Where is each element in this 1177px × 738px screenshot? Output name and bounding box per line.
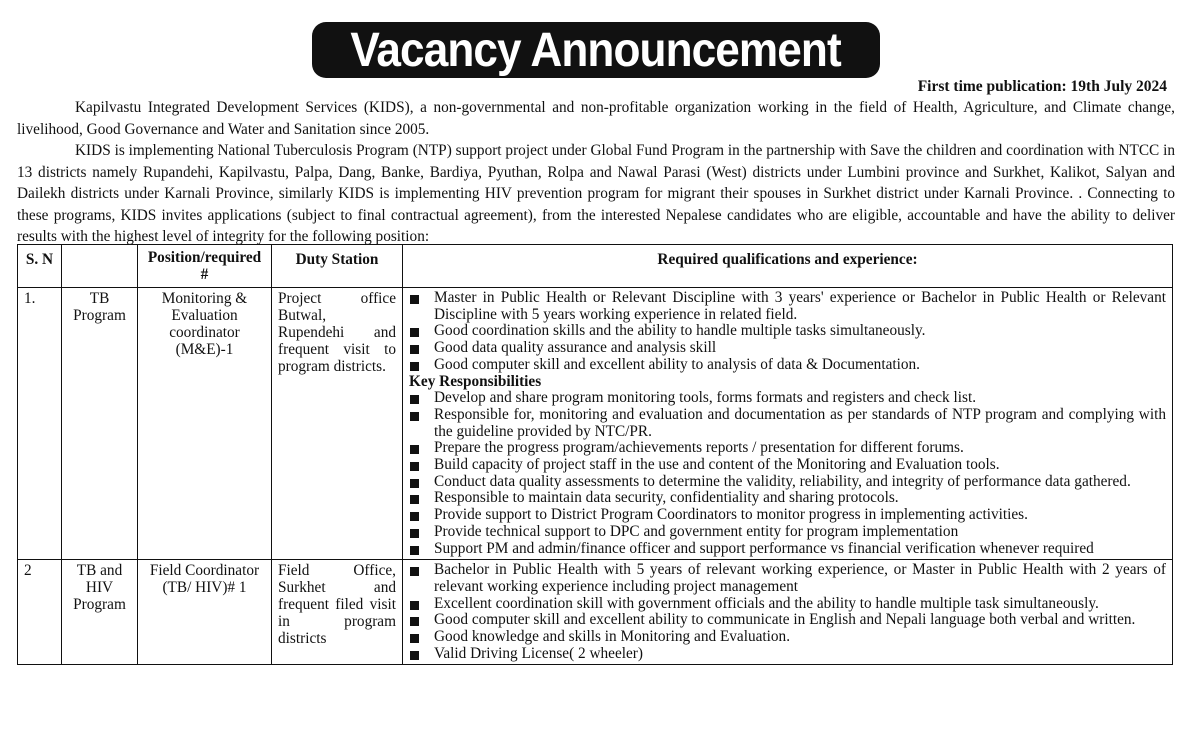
list-item: Conduct data quality assessments to determine the validity, reliability, and integrity of performance data gathered. (409, 474, 1166, 491)
list-item: Good data quality assurance and analysis skill (409, 340, 1166, 357)
intro-paragraph-2: KIDS is implementing National Tuberculosis Program (NTP) support project under Global Fund Program in the partnership with Save the children and coordination with NTCC in 13 districts namely Rupandehi, Kapilvastu, Palpa, Dang, Banke, Bardiya, Pyuthan, Rolpa and Nawal Parasi (West) districts under Lumbini province and Surkhet, Kalikot, Salyan and Dailekh districts under Karnali Province, similarly KIDS is implementing HIV prevention program for migrant their spouses in Surkhet district under Karnali Province. . Connecting to these programs, KIDS invites applications (subject to final contractual agreement), from the interested Nepalese candidates who are eligible, accountable and have the ability to deliver results with the highest level of integrity for the following position: (17, 142, 1175, 245)
vacancy-table (17, 244, 1173, 665)
row-duty-station: Project office Butwal, Rupendehi and frequent visit to program districts. (272, 288, 403, 560)
row-program: TB Program (62, 288, 138, 560)
header-position: Position/required # (138, 245, 272, 288)
qualification-list (409, 290, 1166, 374)
row-program: TB and HIV Program (62, 560, 138, 665)
row-duty-station: Field Office, Surkhet and frequent filed visit in program districts (272, 560, 403, 665)
row-position: Monitoring & Evaluation coordinator (M&E)-1 (138, 288, 272, 560)
row-sn: 1. (18, 288, 62, 560)
list-item: Master in Public Health or Relevant Discipline with 3 years' experience or Bachelor in Public Health or Relevant Discipline with 5 years working experience in related field. (409, 290, 1166, 323)
list-item: Build capacity of project staff in the use and content of the Monitoring and Evaluation tools. (409, 457, 1166, 474)
intro-paragraph-1: Kapilvastu Integrated Development Services (KIDS), a non-governmental and non-profitable organization working in the field of Health, Agriculture, and Climate change, livelihood, Good Governance and Water and Sanitation since 2005. (17, 99, 1175, 138)
list-item: Good knowledge and skills in Monitoring and Evaluation. (409, 629, 1166, 646)
row-sn: 2 (18, 560, 62, 665)
list-item: Support PM and admin/finance officer and support performance vs financial verification whenever required (409, 541, 1166, 558)
header-qualifications: Required qualifications and experience: (403, 245, 1173, 288)
row-qualifications (403, 288, 1173, 560)
list-item: Excellent coordination skill with government officials and the ability to handle multiple task simultaneously. (409, 596, 1166, 613)
row-position: Field Coordinator (TB/ HIV)# 1 (138, 560, 272, 665)
table-header-row (18, 245, 1173, 288)
list-item: Responsible to maintain data security, confidentiality and sharing protocols. (409, 490, 1166, 507)
list-item: Good computer skill and excellent ability to communicate in English and Nepali language both verbal and written. (409, 612, 1166, 629)
table-row (18, 560, 1173, 665)
list-item: Provide support to District Program Coordinators to monitor progress in implementing activities. (409, 507, 1166, 524)
list-item: Responsible for, monitoring and evaluation and documentation as per standards of NTP program and complying with the guideline provided by NTC/PR. (409, 407, 1166, 440)
row-qualifications (403, 560, 1173, 665)
header-duty-station: Duty Station (272, 245, 403, 288)
header-sn: S. N (18, 245, 62, 288)
page-title: Vacancy Announcement (350, 23, 842, 77)
responsibilities-heading: Key Responsibilities (409, 372, 542, 390)
table-row (18, 288, 1173, 560)
publication-date: First time publication: 19th July 2024 (917, 78, 1167, 95)
list-item: Bachelor in Public Health with 5 years of relevant working experience, or Master in Public Health with 2 years of relevant working experience including project management (409, 562, 1166, 595)
list-item: Prepare the progress program/achievements reports / presentation for different forums. (409, 440, 1166, 457)
intro-section (17, 97, 1175, 248)
title-banner (312, 22, 880, 78)
list-item: Good computer skill and excellent ability to analysis of data & Documentation. (409, 357, 1166, 374)
list-item: Valid Driving License( 2 wheeler) (409, 646, 1166, 663)
list-item: Good coordination skills and the ability to handle multiple tasks simultaneously. (409, 323, 1166, 340)
list-item: Develop and share program monitoring tools, forms formats and registers and check list. (409, 390, 1166, 407)
responsibility-list (409, 390, 1166, 557)
header-program (62, 245, 138, 288)
list-item: Provide technical support to DPC and government entity for program implementation (409, 524, 1166, 541)
qualification-list (409, 562, 1166, 662)
